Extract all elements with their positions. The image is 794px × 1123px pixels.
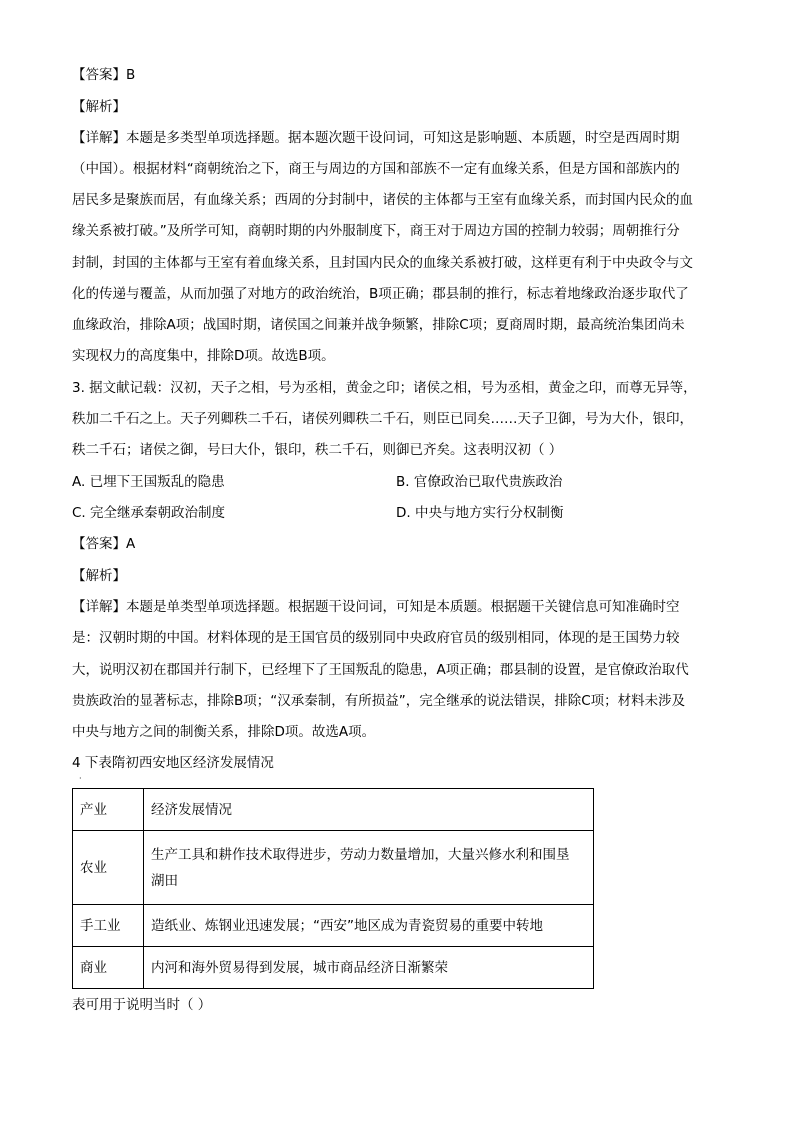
table-row: [73, 905, 594, 947]
detail-line: 是：汉朝时期的中国。材料体现的是王国官员的级别同中央政府官员的级别相同，体现的是王国势力较: [72, 630, 680, 646]
detail-line: 中央与地方之间的制衡关系，排除D项。故选A项。: [72, 724, 376, 740]
option-b: B. 官僚政治已取代贵族政治: [396, 474, 563, 490]
table-row: [73, 947, 594, 989]
table-header-cell: 经济发展情况: [144, 789, 594, 831]
detail-line: 缘关系被打破。”及所学可知，商朝时期的内外服制度下，商王对于周边方国的控制力较弱；周朝推行分: [72, 223, 680, 239]
question-continuation: 表可用于说明当时（ ）: [72, 997, 212, 1013]
table-cell-sector: 商业: [73, 947, 144, 989]
question-stem: 4 下表隋初西安地区经济发展情况: [72, 755, 274, 771]
question-stem: 3. 据文献记载：汉初，天子之相，号为丞相，黄金之印；诸侯之相，号为丞相，黄金之印，而尊无异等，: [72, 380, 697, 396]
detail-line: 化的传递与覆盖，从而加强了对地方的政治统治，B项正确；郡县制的推行，标志着地缘政治逐步取代了: [72, 286, 689, 302]
question-stem: 秩加二千石之上。天子列卿秩二千石，诸侯列卿秩二千石，则臣已同矣……天子卫御，号为大仆，银印，: [72, 411, 693, 427]
detail-line: 【详解】本题是多类型单项选择题。据本题次题干设问词，可知这是影响题、本质题，时空是西周时期: [72, 130, 680, 146]
table-cell-sector: 农业: [73, 831, 144, 905]
detail-line: 实现权力的高度集中，排除D项。故选B项。: [72, 348, 335, 364]
analysis-label: 【解析】: [72, 99, 126, 115]
option-d: D. 中央与地方实行分权制衡: [396, 505, 564, 521]
analysis-label: 【解析】: [72, 568, 126, 584]
answer-label: 【答案】A: [72, 536, 136, 552]
detail-line: 封制，封国的主体都与王室有着血缘关系，且封国内民众的血缘关系被打破，这样更有利于中央政令与文: [72, 255, 693, 271]
detail-line: 【详解】本题是单类型单项选择题。根据题干设问词，可知是本质题。根据题干关键信息可知准确时空: [72, 599, 680, 615]
option-c: C. 完全继承秦朝政治制度: [72, 505, 226, 521]
table-cell-description: 造纸业、炼钢业迅速发展；“西安”地区成为青瓷贸易的重要中转地: [144, 905, 594, 947]
detail-line: （中国）。根据材料“商朝统治之下，商王与周边的方国和部族不一定有血缘关系，但是方国和部族内的: [72, 161, 680, 177]
table-header-cell: 产业: [73, 789, 144, 831]
table-cell-description: 内河和海外贸易得到发展，城市商品经济日渐繁荣: [144, 947, 594, 989]
economy-table: [72, 788, 594, 989]
detail-line: 大，说明汉初在郡国并行制下，已经埋下了王国叛乱的隐患，A项正确；郡县制的设置，是官僚政治取代: [72, 662, 689, 678]
table-row: [73, 831, 594, 905]
detail-line: 居民多是聚族而居，有血缘关系；西周的分封制中，诸侯的主体都与王室有血缘关系，而封国内民众的血: [72, 192, 693, 208]
table-cell-description: [144, 831, 594, 905]
cell-line: 生产工具和耕作技术取得进步，劳动力数量增加，大量兴修水利和围垦: [151, 846, 570, 863]
detail-line: 贵族政治的显著标志，排除B项；“汉承秦制，有所损益”，完全继承的说法错误，排除C项；材料未涉及: [72, 693, 686, 709]
option-a: A. 已埋下王国叛乱的隐患: [72, 474, 225, 490]
detail-line: 血缘政治，排除A项；战国时期，诸侯国之间兼并战争频繁，排除C项；夏商周时期，最高统治集团尚未: [72, 317, 685, 333]
table-cell-sector: 手工业: [73, 905, 144, 947]
stray-dot: ·: [79, 774, 82, 783]
cell-line: 湖田: [151, 872, 178, 889]
table-header-row: [73, 789, 594, 831]
question-stem: 秩二千石；诸侯之御，号曰大仆，银印，秩二千石，则御已齐矣。这表明汉初（ ）: [72, 442, 563, 458]
answer-label: 【答案】B: [72, 67, 136, 83]
